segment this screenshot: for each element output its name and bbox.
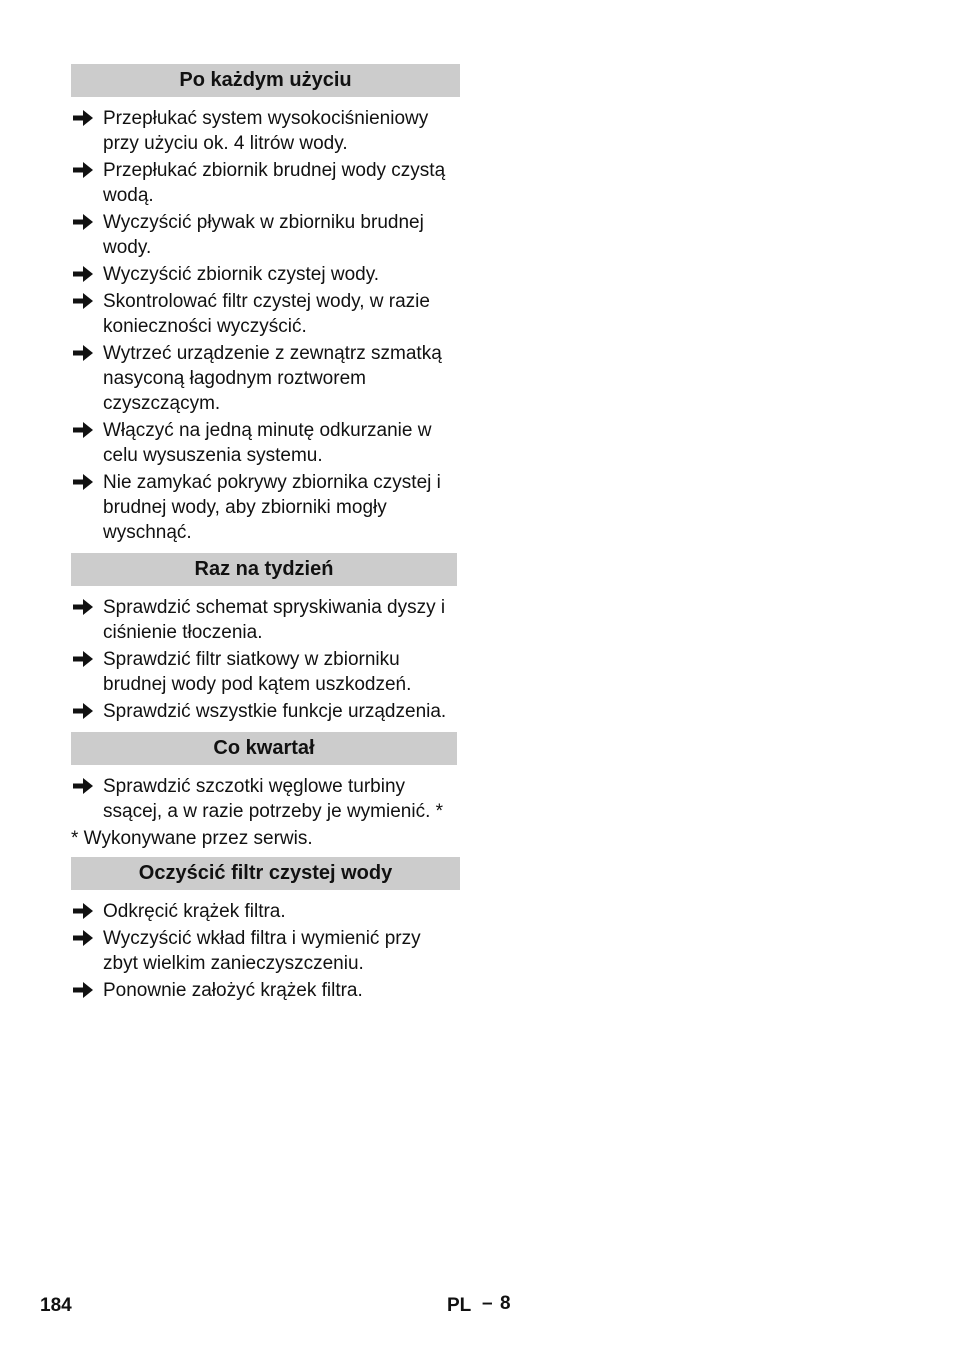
list-item-text: Włączyć na jedną minutę odkurzanie w celu wysuszenia systemu. [103,420,432,466]
list-item-text: Skontrolować filtr czystej wody, w razie konieczności wyczyścić. [103,291,430,337]
arrow-right-icon [73,110,93,126]
list-item-text: Sprawdzić szczotki węglowe turbiny ssącej, a w razie potrzeby je wymienić. * [103,776,444,822]
list-item-text: Wyczyścić pływak w zbiorniku brudnej wody. [103,212,424,258]
arrow-right-icon [73,162,93,178]
instruction-list [71,106,460,545]
list-item-text: Sprawdzić filtr siatkowy w zbiorniku brudnej wody pod kątem uszkodzeń. [103,649,412,695]
arrow-right-icon [73,345,93,361]
section-heading: Raz na tydzień [71,553,457,586]
list-item [71,699,460,724]
list-item [71,647,460,697]
list-item-text: Wytrzeć urządzenie z zewnątrz szmatką nasyconą łagodnym roztworem czyszczącym. [103,343,442,414]
arrow-right-icon [73,651,93,667]
arrow-right-icon [73,930,93,946]
list-item [71,106,460,156]
section-heading: Co kwartał [71,732,457,765]
arrow-right-icon [73,422,93,438]
list-item [71,158,460,208]
section-weekly [71,553,460,724]
list-item [71,341,460,416]
list-item [71,470,460,545]
list-item-text: Sprawdzić wszystkie funkcje urządzenia. [103,701,447,722]
list-item-text: Przepłukać zbiornik brudnej wody czystą wodą. [103,160,446,206]
section-after-each-use [71,64,460,545]
arrow-right-icon [73,474,93,490]
page-number: 184 [40,1295,72,1316]
arrow-right-icon [73,982,93,998]
list-item [71,774,460,824]
arrow-right-icon [73,214,93,230]
list-item [71,926,460,976]
arrow-right-icon [73,703,93,719]
arrow-right-icon [73,903,93,919]
list-item-text: Ponownie założyć krążek filtra. [103,980,363,1001]
section-page-number: 8 [500,1293,511,1314]
footer-dash: – [482,1293,493,1314]
section-heading: Po każdym użyciu [71,64,460,97]
service-footnote: * Wykonywane przez serwis. [71,828,313,849]
list-item [71,418,460,468]
instruction-list [71,595,460,724]
list-item-text: Przepłukać system wysokociśnieniowy przy użyciu ok. 4 litrów wody. [103,108,429,154]
list-item [71,899,460,924]
arrow-right-icon [73,266,93,282]
list-item-text: Nie zamykać pokrywy zbiornika czystej i brudnej wody, aby zbiorniki mogły wyschnąć. [103,472,441,543]
list-item [71,978,460,1003]
instruction-list [71,774,460,824]
list-item [71,262,460,287]
language-code: PL [447,1295,472,1316]
instruction-list [71,899,460,1003]
arrow-right-icon [73,293,93,309]
section-heading: Oczyścić filtr czystej wody [71,857,460,890]
list-item [71,210,460,260]
list-item-text: Wyczyścić wkład filtra i wymienić przy zbyt wielkim zanieczyszczeniu. [103,928,421,974]
list-item [71,595,460,645]
list-item-text: Wyczyścić zbiornik czystej wody. [103,264,380,285]
arrow-right-icon [73,778,93,794]
list-item [71,289,460,339]
list-item-text: Odkręcić krążek filtra. [103,901,286,922]
section-quarterly [71,732,460,851]
content-column [71,64,460,1005]
section-clean-filter [71,857,460,1003]
list-item-text: Sprawdzić schemat spryskiwania dyszy i ciśnienie tłoczenia. [103,597,446,643]
arrow-right-icon [73,599,93,615]
